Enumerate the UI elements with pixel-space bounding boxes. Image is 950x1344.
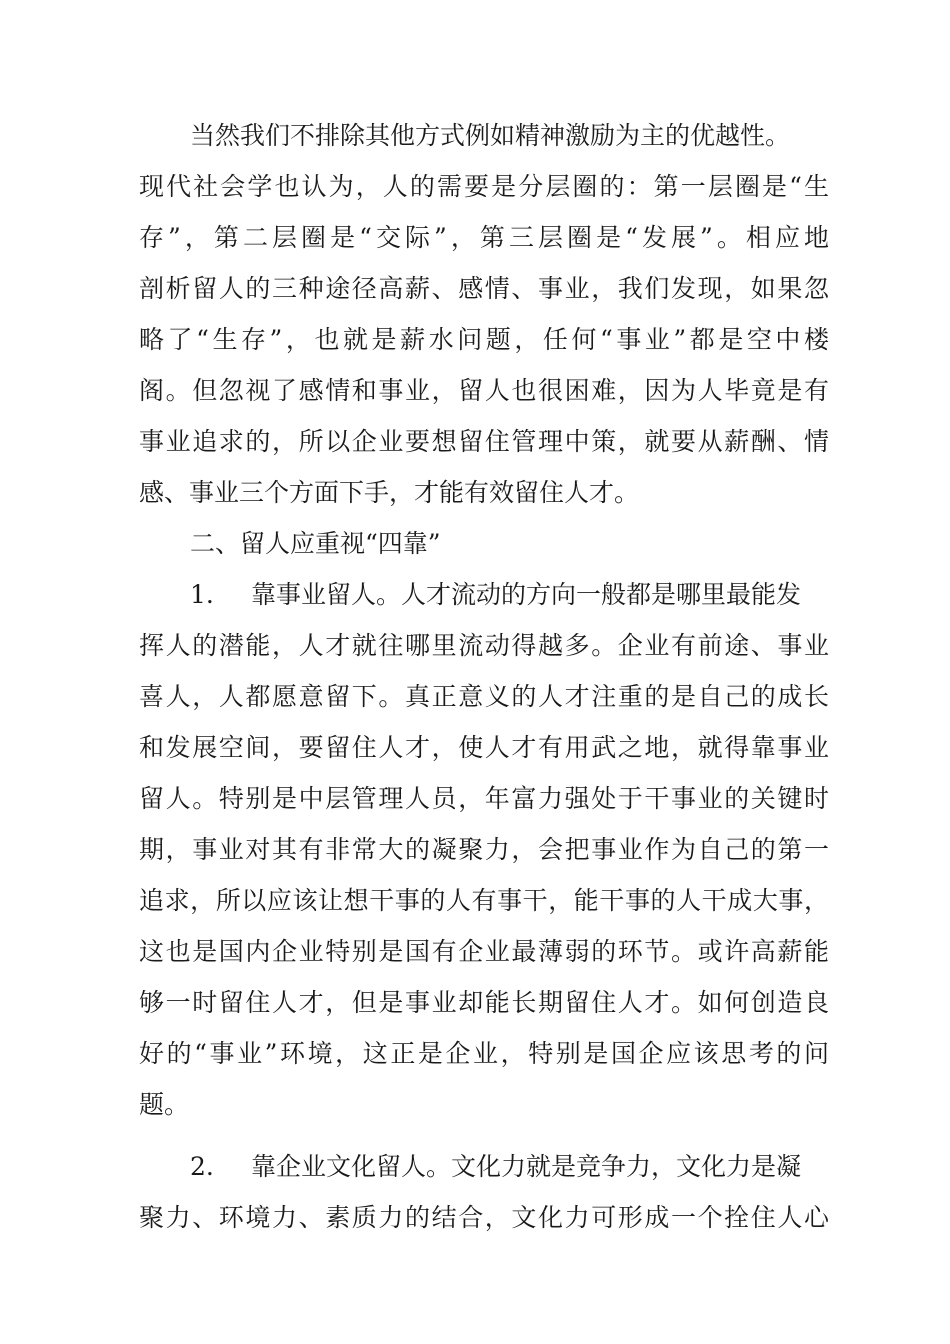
list-item-first-line: [139, 1141, 829, 1192]
paragraph-1: [139, 110, 829, 518]
section-heading: 二、留人应重视“四靠”: [190, 529, 441, 558]
list-item-1: [139, 569, 829, 1130]
paragraph-line: 够一时留住人才，但是事业却能长期留住人才。如何创造良: [139, 988, 829, 1017]
paragraph-line: 剖析留人的三种途径高薪、感情、事业，我们发现，如果忽: [139, 274, 829, 303]
paragraph-line: 好的“事业”环境，这正是企业，特别是国企应该思考的问: [139, 1039, 829, 1068]
list-item-2: [139, 1141, 829, 1243]
paragraph-line: 靠事业留人。人才流动的方向一般都是哪里最能发: [251, 580, 802, 609]
list-item-number: 1.: [190, 580, 214, 609]
paragraph-line: 靠企业文化留人。文化力就是竞争力，文化力是凝: [251, 1152, 802, 1181]
paragraph-line: 阁。但忽视了感情和事业，留人也很困难，因为人毕竟是有: [139, 376, 829, 405]
paragraph-line: 和发展空间，要留住人才，使人才有用武之地，就得靠事业: [139, 733, 829, 762]
paragraph-line: 期，事业对其有非常大的凝聚力，会把事业作为自己的第一: [139, 835, 829, 864]
paragraph-line: 这也是国内企业特别是国有企业最薄弱的环节。或许高薪能: [139, 937, 829, 966]
paragraph-line: 感、事业三个方面下手，才能有效留住人才。: [139, 478, 640, 507]
document-body: [139, 110, 829, 1243]
list-item-number: 2.: [190, 1152, 214, 1181]
paragraph-line: 当然我们不排除其他方式例如精神激励为主的优越性。: [190, 121, 791, 150]
paragraph-line: 挥人的潜能，人才就往哪里流动得越多。企业有前途、事业: [139, 631, 829, 660]
paragraph-line: 追求，所以应该让想干事的人有事干，能干事的人干成大事，: [139, 886, 829, 915]
paragraph-line: 现代社会学也认为，人的需要是分层圈的：第一层圈是“生: [139, 172, 829, 201]
paragraph-line: 题。: [139, 1090, 190, 1119]
paragraph-line: 聚力、环境力、素质力的结合，文化力可形成一个拴住人心: [139, 1203, 829, 1232]
paragraph-line: 存”，第二层圈是“交际”，第三层圈是“发展”。相应地: [139, 223, 829, 252]
list-item-first-line: [139, 569, 829, 620]
paragraph-line: 留人。特别是中层管理人员，年富力强处于干事业的关键时: [139, 784, 829, 813]
paragraph-line: 略了“生存”，也就是薪水问题，任何“事业”都是空中楼: [139, 325, 829, 354]
paragraph-line: 事业追求的，所以企业要想留住管理中策，就要从薪酬、情: [139, 427, 829, 456]
paragraph-line: 喜人，人都愿意留下。真正意义的人才注重的是自己的成长: [139, 682, 829, 711]
